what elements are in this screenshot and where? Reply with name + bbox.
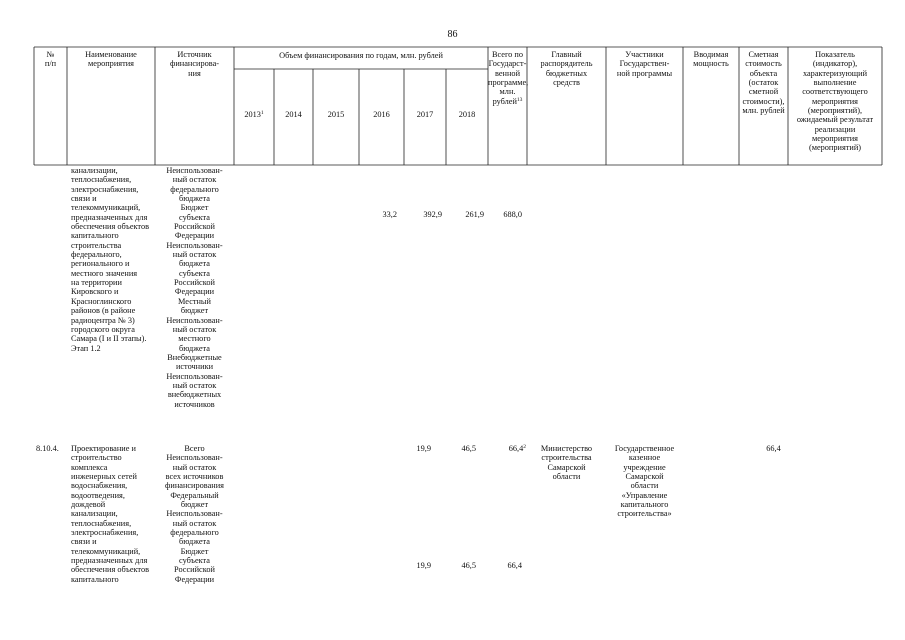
continued-row-name: канализации, теплоснабжения, электроснабжения, связи и телекоммуникаций, предназначенных для обеспечения объектов капитального строительства федерального, регионального и местного значения на территории Кировского и Красноглинского районов (в районе радиоцентра № 3) городского округа Самара (I и II этапы). Этап 1.2 bbox=[71, 166, 150, 353]
header-capacity: Вводимая мощность bbox=[693, 50, 729, 69]
row-8-10-4-total-sum: 66,4$^2$ bbox=[508, 444, 526, 453]
row-8-10-4-regional-2017: 46,5 bbox=[461, 561, 476, 570]
header-year-2014: 2014 bbox=[285, 110, 302, 119]
row-8-10-4-estimate: 66,4 bbox=[766, 444, 781, 453]
header-name: Наименование мероприятия bbox=[85, 50, 137, 69]
header-year-2013: 2013$^1$ bbox=[244, 110, 264, 119]
row-8-10-4-source: Всего Неиспользован- ный остаток всех источников финансирования Федеральный бюджет Неиспользован- ный остаток федерального бюджета Бюджет субъекта Российской Федерации bbox=[165, 444, 224, 584]
continued-row-source: Неиспользован- ный остаток федерального бюджета Бюджет субъекта Российской Федерации Неиспользован- ный остаток бюджета субъекта Российской Федерации Местный бюджет Неиспользован- ный остаток местного бюджета Внебюджетные источники Неиспользован- ный остаток внебюджетных источников bbox=[166, 166, 223, 409]
header-indicator: Показатель (индикатор), характеризующий выполнение соответствующего мероприятия (мероприятий), ожидаемый результат реализации мероприятия (мероприятий) bbox=[796, 50, 874, 153]
header-participants: Участники Государствен- ной программы bbox=[616, 50, 673, 78]
header-year-2015: 2015 bbox=[327, 110, 345, 119]
header-num: № п/п bbox=[44, 50, 57, 69]
continued-row-2017: 392,9 bbox=[423, 210, 442, 219]
header-total: Всего по Государст- венной программе, млн. рублей$^{13}$ bbox=[488, 50, 529, 106]
row-8-10-4-regional-total: 66,4 bbox=[507, 561, 522, 570]
header-year-2017: 2017 bbox=[416, 110, 434, 119]
header-year-2016: 2016 bbox=[373, 110, 390, 119]
row-8-10-4-total-2016: 19,9 bbox=[416, 444, 431, 453]
row-8-10-4-participants: Государственное казенное учреждение Самарской области «Управление капитального строительства» bbox=[614, 444, 675, 519]
row-8-10-4-name: Проектирование и строительство комплекса инженерных сетей водоснабжения, водоотведения, дождевой канализации, теплоснабжения, электроснабжения, связи и телекоммуникаций, предназначенных для обеспечения объектов капитального bbox=[71, 444, 150, 584]
header-funding-group: Объем финансирования по годам, млн. рублей bbox=[279, 51, 443, 60]
header-estimate: Сметная стоимость объекта (остаток сметной стоимости), млн. рублей bbox=[742, 50, 785, 116]
row-8-10-4-regional-2016: 19,9 bbox=[416, 561, 431, 570]
continued-row-2018: 261,9 bbox=[465, 210, 484, 219]
continued-row-total: 688,0 bbox=[503, 210, 522, 219]
header-source: Источник финансирова- ния bbox=[169, 50, 220, 78]
row-8-10-4-num: 8.10.4. bbox=[36, 444, 59, 453]
page-number: 86 bbox=[447, 29, 458, 40]
header-manager: Главный распорядитель бюджетных средств bbox=[540, 50, 593, 88]
header-year-2018: 2018 bbox=[458, 110, 476, 119]
row-8-10-4-total-2017: 46,5 bbox=[461, 444, 476, 453]
continued-row-2016: 33,2 bbox=[382, 210, 397, 219]
row-8-10-4-manager: Министерство строительства Самарской области bbox=[540, 444, 593, 482]
